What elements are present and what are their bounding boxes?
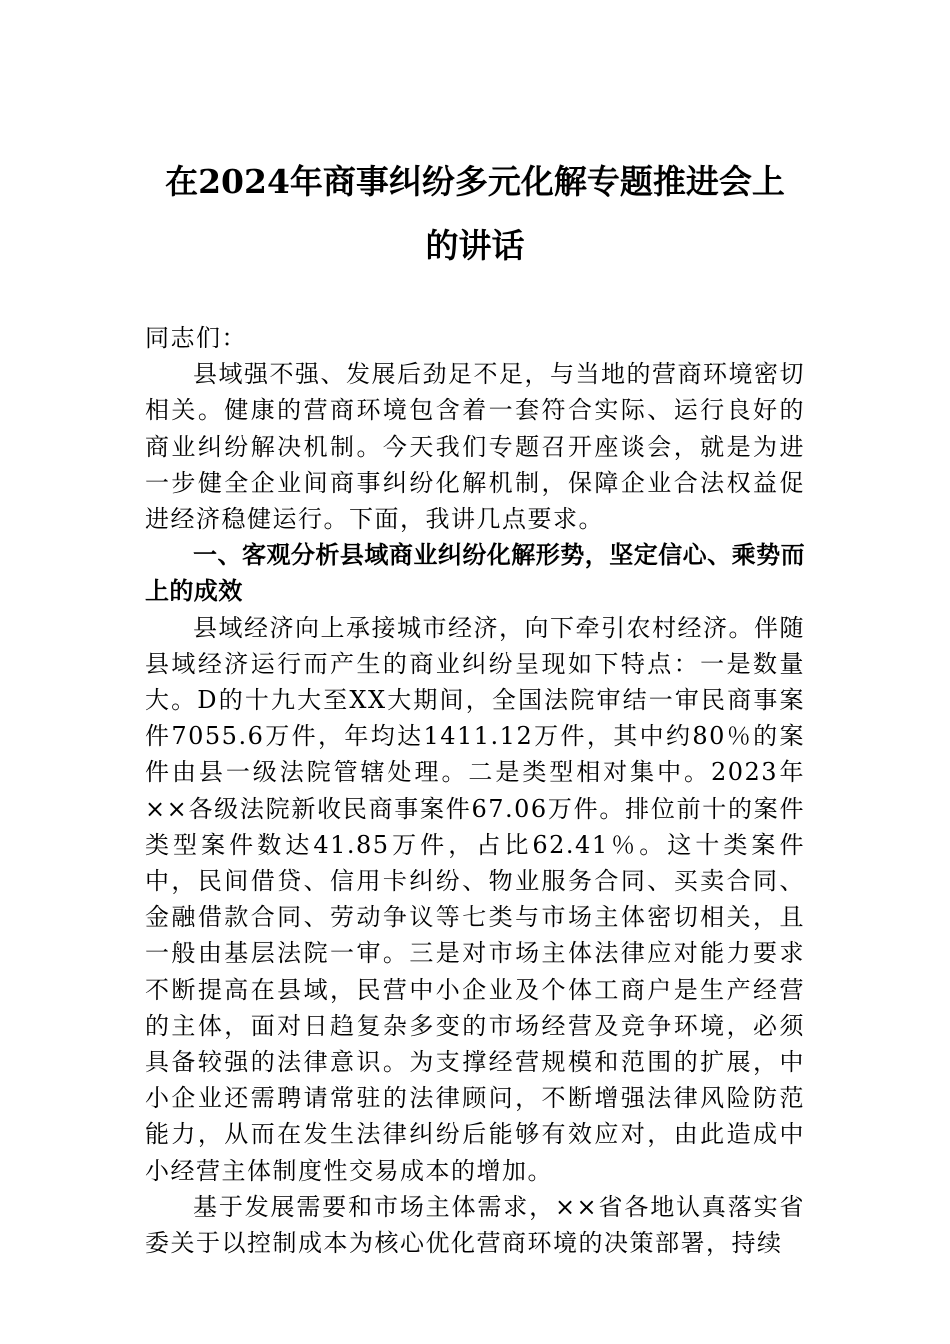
salutation: 同志们： <box>145 324 247 352</box>
document-page <box>145 150 805 1261</box>
document-body <box>145 320 805 1261</box>
title-line-1: 在2024年商事纠纷多元化解专题推进会上 <box>165 162 785 201</box>
paragraph-intro: 县域强不强、发展后劲足不足，与当地的营商环境密切相关。健康的营商环境包含着一套符合实际、运行良好的商业纠纷解决机制。今天我们专题召开座谈会，就是为进一步健全企业间商事纠纷化解机制，保障企业合法权益促进经济稳健运行。下面，我讲几点要求。 <box>145 360 805 534</box>
paragraph-analysis: 县域经济向上承接城市经济，向下牵引农村经济。伴随县域经济运行而产生的商业纠纷呈现如下特点：一是数量大。D的十九大至XX大期间，全国法院审结一审民商事案件7055.6万件，年均达1411.12万件，其中约80％的案件由县一级法院管辖处理。二是类型相对集中。2023年××各级法院新收民商事案件67.06万件。排位前十的案件类型案件数达41.85万件，占比62.41％。这十类案件中，民间借贷、信用卡纠纷、物业服务合同、买卖合同、金融借款合同、劳动争议等七类与市场主体密切相关，且一般由基层法院一审。三是对市场主体法律应对能力要求不断提高在县域，民营中小企业及个体工商户是生产经营的主体，面对日趋复杂多变的市场经营及竞争环境，必须具备较强的法律意识。为支撑经营规模和范围的扩展，中小企业还需聘请常驻的法律顾问，不断增强法律风险防范能力，从而在发生法律纠纷后能够有效应对，由此造成中小经营主体制度性交易成本的增加。 <box>145 613 805 1185</box>
section-heading-1: 一、客观分析县域商业纠纷化解形势，坚定信心、乘势而上的成效 <box>145 541 805 606</box>
title-line-2: 的讲话 <box>425 226 525 265</box>
paragraph-continuation: 基于发展需要和市场主体需求，××省各地认真落实省委关于以控制成本为核心优化营商环境的决策部署，持续 <box>145 1192 805 1258</box>
document-title <box>145 150 805 278</box>
